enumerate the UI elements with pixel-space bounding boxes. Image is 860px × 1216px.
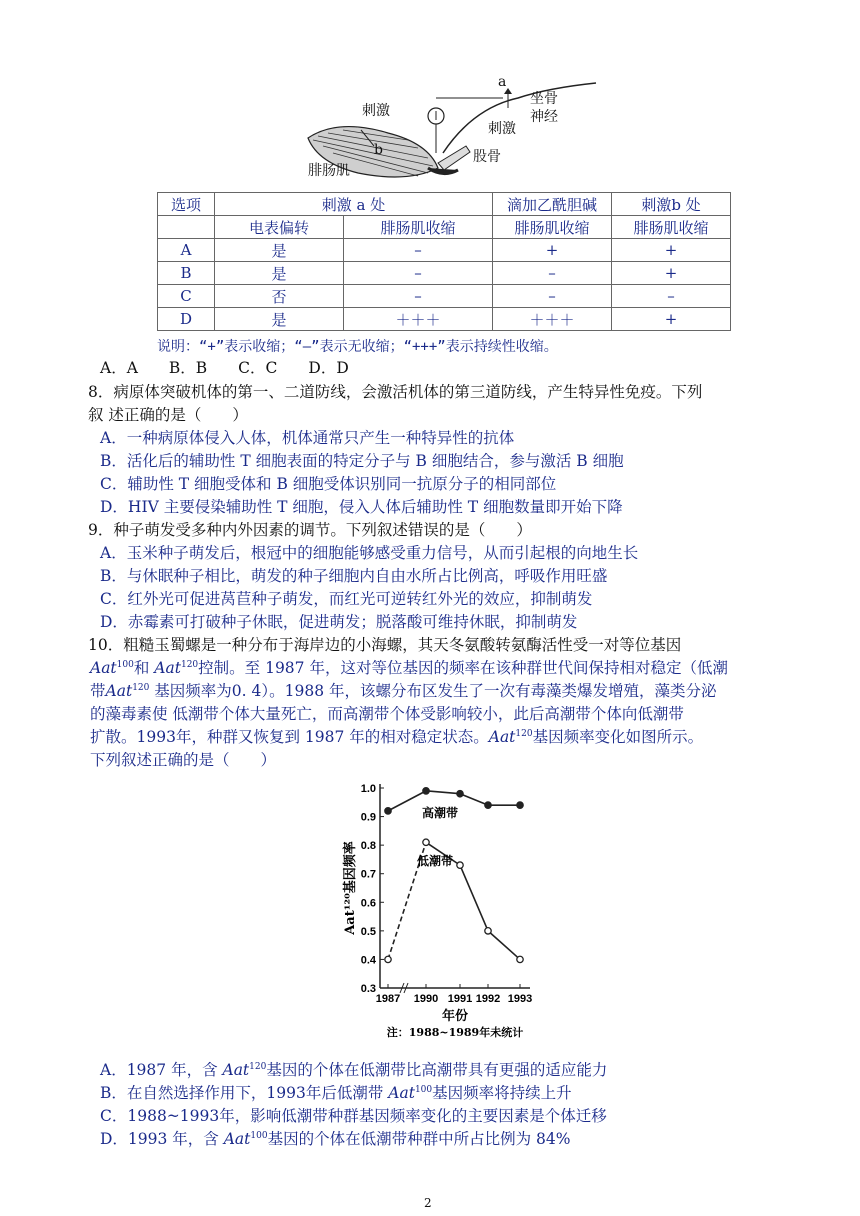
text-span: 控制。至 1987 年，这对等位基因的频率在该种群世代间保持相对稳定（低潮 — [198, 659, 728, 677]
y-tick-label: 0.3 — [360, 983, 376, 995]
y-tick-label: 0.5 — [360, 925, 376, 938]
data-point — [423, 788, 429, 794]
table-cell: B — [158, 262, 215, 285]
q9-stem: 9．种子萌发受多种内外因素的调节。下列叙述错误的是（ ） — [88, 521, 532, 539]
label-stimulus-left: 刺激 — [362, 103, 390, 119]
y-tick-label: 1.0 — [360, 783, 376, 795]
q8-stem-2: 叙 述正确的是（ ） — [88, 406, 248, 424]
label-bone: 股骨 — [473, 149, 501, 165]
table-header-row-1 — [158, 193, 731, 216]
table-header-row-2 — [158, 216, 731, 239]
text-span: 基因频率将持续上升 — [432, 1084, 572, 1102]
gene-superscript: 120 — [249, 1061, 267, 1072]
q8-option-c: C．辅助性 T 细胞受体和 B 细胞受体识别同一抗原分子的相同部位 — [100, 475, 557, 493]
data-point — [385, 808, 391, 814]
series-line-segment — [460, 865, 488, 931]
q10-line-2 — [90, 658, 728, 678]
gene-superscript: 120 — [180, 659, 199, 670]
page-number: 2 — [424, 1196, 432, 1210]
x-tick-label: 1993 — [507, 993, 533, 1005]
gene-name: Aat — [90, 659, 117, 677]
y-tick-label: 0.9 — [360, 811, 376, 824]
y-tick-label: 0.6 — [360, 897, 376, 910]
table-row — [158, 239, 731, 262]
table-cell: – — [493, 285, 612, 308]
series-line-segment — [388, 791, 426, 811]
q10-line-3 — [90, 681, 717, 701]
gene-superscript: 100 — [250, 1130, 268, 1141]
data-point — [485, 928, 491, 934]
table-cell: 刺激 a 处 — [215, 193, 493, 216]
allele-frequency-chart — [340, 770, 550, 1050]
table-note: 说明：“+”表示收缩；“–”表示无收缩；“+++”表示持续性收缩。 — [157, 339, 558, 355]
table-cell: 否 — [215, 285, 344, 308]
gene-name: Aat — [154, 659, 181, 677]
text-span: B．在自然选择作用下，1993年后低潮带 — [100, 1084, 389, 1102]
gene-name: Aat — [388, 1084, 415, 1102]
table-cell: + — [612, 308, 731, 331]
text-span: D．1993 年，含 — [100, 1130, 224, 1148]
table-cell: – — [493, 262, 612, 285]
options-table — [157, 192, 731, 331]
y-tick-label: 0.8 — [360, 840, 376, 853]
table-row — [158, 285, 731, 308]
x-tick-label: 1992 — [475, 993, 501, 1005]
text-span: A．1987 年，含 — [100, 1061, 223, 1079]
q9-option-a: A．玉米种子萌发后，根冠中的细胞能够感受重力信号，从而引起根的向地生长 — [100, 544, 639, 562]
chart-svg — [340, 770, 550, 1050]
table-cell: 电表偏转 — [215, 216, 344, 239]
q9-option-d: D．赤霉素可打破种子休眠，促进萌发；脱落酸可维持休眠，抑制萌发 — [100, 613, 578, 631]
series-label: 低潮带 — [417, 854, 454, 869]
data-point — [423, 839, 429, 845]
text-span: 基因频率变化如图所示。 — [532, 728, 704, 746]
x-tick-label: 1991 — [447, 993, 473, 1005]
chart-footnote: 注：1988~1989年未统计 — [386, 1026, 524, 1039]
q9-option-c: C．红外光可促进莴苣种子萌发，而红光可逆转红外光的效应，抑制萌发 — [100, 590, 593, 608]
series-line-segment — [460, 794, 488, 805]
gene-name: Aat — [223, 1130, 251, 1148]
q10-line-1: 10．粗糙玉蜀螺是一种分布于海岸边的小海螺，其天冬氨酸转氨酶活性受一对等位基因 — [88, 636, 682, 654]
gene-name: Aat — [105, 682, 133, 700]
data-point — [457, 791, 463, 797]
data-point — [385, 956, 391, 962]
series-label: 高潮带 — [422, 805, 459, 820]
data-point — [517, 956, 523, 962]
label-a: a — [498, 74, 507, 90]
gene-name: Aat — [222, 1061, 250, 1079]
q8-option-a: A．一种病原体侵入人体，机体通常只产生一种特异性的抗体 — [100, 429, 515, 447]
table-cell: ＋＋＋ — [344, 308, 493, 331]
y-tick-label: 0.7 — [360, 868, 376, 881]
table-cell: 滴加乙酰胆碱 — [493, 193, 612, 216]
y-axis-label: Aat¹²⁰基因频率 — [343, 841, 358, 935]
table-cell: – — [344, 262, 493, 285]
gene-superscript: 120 — [132, 682, 150, 693]
text-span: 和 — [133, 659, 155, 677]
table-row — [158, 262, 731, 285]
table-cell: C — [158, 285, 215, 308]
muscle-nerve-diagram — [298, 74, 598, 188]
table-cell: – — [612, 285, 731, 308]
text-span: 基因频率为0. 4）。1988 年，该螺分布区发生了一次有毒藻类爆发增殖，藻类分泌 — [149, 682, 717, 700]
table-cell: 腓肠肌收缩 — [612, 216, 731, 239]
label-muscle: 腓肠肌 — [308, 163, 350, 179]
table-cell: + — [493, 239, 612, 262]
series-line-segment — [488, 931, 520, 960]
q10-line-4: 的藻毒素使 低潮带个体大量死亡，而高潮带个体受影响较小，此后高潮带个体向低潮带 — [90, 705, 684, 723]
table-cell: + — [612, 239, 731, 262]
text-span: 基因的个体在低潮带种群中所占比例为 84% — [267, 1130, 571, 1148]
q10-option-c: C．1988~1993年，影响低潮带种群基因频率变化的主要因素是个体迁移 — [100, 1107, 607, 1125]
table-cell: 是 — [215, 262, 344, 285]
text-span: 基因的个体在低潮带比高潮带具有更强的适应能力 — [266, 1061, 608, 1079]
q10-option-a — [100, 1060, 607, 1080]
q10-line-5 — [90, 727, 703, 747]
label-stimulus-right: 刺激 — [488, 121, 516, 137]
table-cell: A — [158, 239, 215, 262]
x-tick-label: 1990 — [413, 993, 439, 1005]
q8-stem-1: 8．病原体突破机体的第一、二道防线，会激活机体的第三道防线，产生特异性免疫。下列 — [88, 383, 703, 401]
data-point — [457, 862, 463, 868]
table-cell: 是 — [215, 308, 344, 331]
table-row — [158, 308, 731, 331]
text-span: 带 — [90, 682, 106, 700]
q10-line-6: 下列叙述正确的是（ ） — [90, 751, 277, 769]
table-cell: 腓肠肌收缩 — [344, 216, 493, 239]
q8-option-d: D．HIV 主要侵染辅助性 T 细胞，侵入人体后辅助性 T 细胞数量即开始下降 — [100, 498, 623, 516]
q7-options: A．A B．B C．C D．D — [100, 359, 349, 377]
q8-option-b: B．活化后的辅助性 T 细胞表面的特定分子与 B 细胞结合，参与激活 B 细胞 — [100, 452, 624, 470]
label-nerve-1: 坐骨 — [530, 91, 558, 107]
table-cell: – — [344, 285, 493, 308]
table-cell: – — [344, 239, 493, 262]
text-span: 扩散。1993年，种群又恢复到 1987 年的相对稳定状态。 — [90, 728, 489, 746]
table-cell: 刺激b 处 — [612, 193, 731, 216]
table-cell — [158, 216, 215, 239]
table-cell: + — [612, 262, 731, 285]
table-cell: 腓肠肌收缩 — [493, 216, 612, 239]
table-cell: ＋＋＋ — [493, 308, 612, 331]
q10-option-b — [100, 1083, 572, 1103]
table-cell: 选项 — [158, 193, 215, 216]
data-point — [517, 802, 523, 808]
gene-name: Aat — [488, 728, 516, 746]
x-tick-label: 1987 — [375, 993, 401, 1005]
data-point — [485, 802, 491, 808]
series-line-segment — [426, 791, 460, 794]
y-tick-label: 0.4 — [360, 954, 376, 967]
gene-superscript: 120 — [515, 728, 533, 739]
label-nerve-2: 神经 — [530, 109, 558, 125]
label-b: b — [374, 142, 383, 158]
table-cell: 是 — [215, 239, 344, 262]
x-axis-label: 年份 — [441, 1009, 469, 1024]
gene-superscript: 100 — [116, 659, 134, 670]
q10-option-d — [100, 1129, 570, 1149]
gene-superscript: 100 — [414, 1084, 433, 1095]
table-cell: D — [158, 308, 215, 331]
q9-option-b: B．与休眠种子相比，萌发的种子细胞内自由水所占比例高，呼吸作用旺盛 — [100, 567, 608, 585]
